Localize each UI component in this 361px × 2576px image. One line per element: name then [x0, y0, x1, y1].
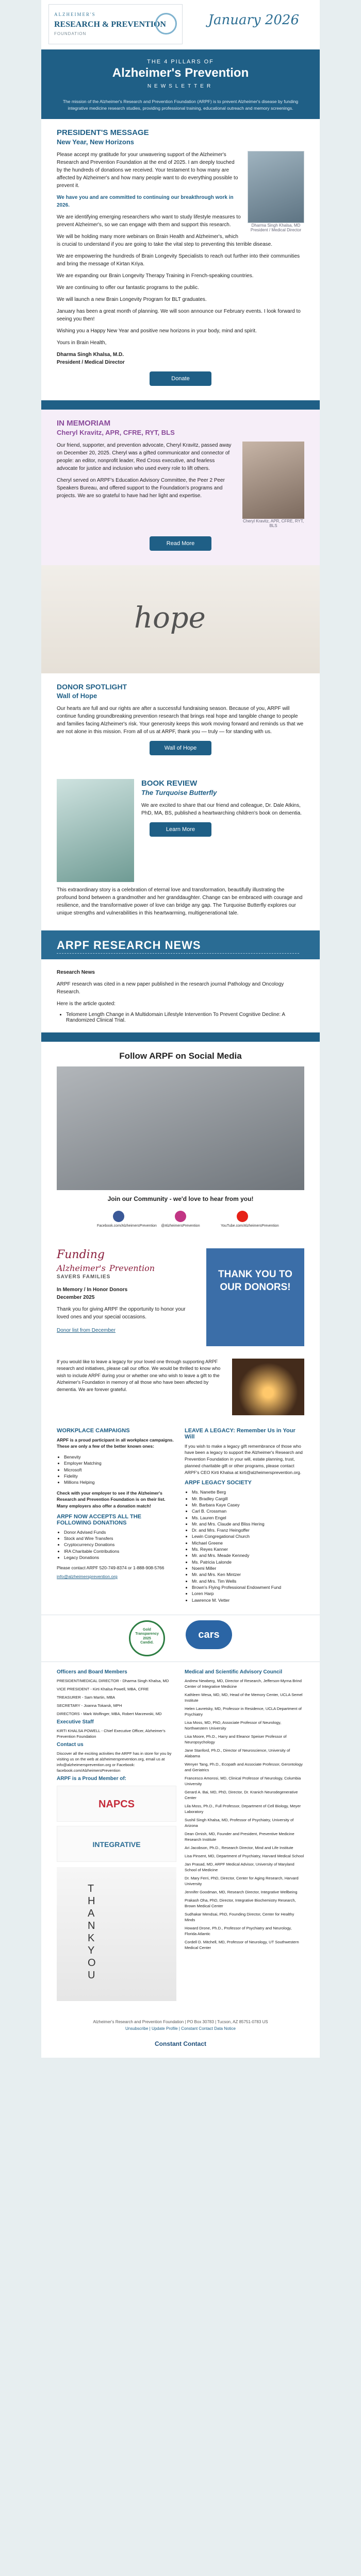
- officer-entry: TREASURER - Sam Martin, MBA: [57, 1694, 116, 1700]
- list-item: • Lawrence M. Vetter: [192, 1597, 304, 1603]
- divider-band: [41, 1032, 320, 1042]
- president-paragraph: We are identifying emerging researchers who want to study lifestyle measures to prevent Alzheimer's, so we can engage with them and support this research.: [57, 214, 241, 228]
- advisor-entry: Jan Prasad, MD, ARPF Medical Advisor, University of Maryland School of Medicine: [185, 1861, 294, 1872]
- advisor-entry: Jane Stanford, Ph.D., Director of Neuroscience, University of Alabama: [185, 1748, 290, 1758]
- advisor-entry: Wenyer Tang, Ph.D., Ecopath and Associate Professor, Gerontology and Geriatrics: [185, 1761, 303, 1772]
- banner-line-1: THE 4 PILLARS OF: [147, 59, 214, 65]
- candle-image: [232, 1359, 304, 1415]
- instagram-link[interactable]: [159, 1211, 202, 1228]
- newsletter-banner: [41, 49, 320, 94]
- advisor-entry: Jennifer Goodman, MD, Research Director, Integrative Wellbeing: [185, 1889, 298, 1894]
- youtube-label: YouTube.com/AlzheimersPrevention: [221, 1224, 279, 1228]
- workplace-paragraph: Check with your employer to see if the Alzheimer's Research and Prevention Foundation is on their list. Many employers also offer a donation match!: [57, 1490, 166, 1509]
- memoriam-photo-caption: Cheryl Kravitz, APR, CFRE, RYT, BLS: [242, 518, 304, 528]
- learn-more-button[interactable]: Learn More: [150, 822, 211, 837]
- youtube-link[interactable]: [221, 1211, 279, 1228]
- officer-entry: DIRECTORS - Mark Wolfinger, MBA, Robert Marzewski, MD: [57, 1711, 162, 1716]
- advisor-entry: Lisa Moss, MD, PhD, Associate Professor of Neurology, Northwestern University: [185, 1720, 282, 1731]
- list-item: • Michael Greene: [192, 1540, 304, 1546]
- cars-logo[interactable]: cars: [186, 1620, 232, 1649]
- memoriam-section: [41, 410, 320, 565]
- list-item: • Dr. and Mrs. Franz Heingoffer: [192, 1527, 304, 1533]
- president-section: [41, 119, 320, 400]
- contact-phone: Please contact ARPF 520-749-8374 or 1-888-908-5766: [57, 1565, 165, 1571]
- list-item: • Fidelity: [64, 1473, 176, 1479]
- president-paragraph: We have you and are committed to continuing our breakthrough work in 2026.: [57, 194, 234, 208]
- memoriam-paragraph: Our friend, supporter, and prevention advocate, Cheryl Kravitz, passed away on December 20, 2025. Cheryl was a gifted communicator and connector of people: an editor, nonprofit leader, Red Cross executive, and fearless advocate for justice and inclusion who used every role to lift others.: [57, 442, 232, 471]
- donor-list-link[interactable]: Donor list from December: [57, 1327, 116, 1333]
- thank-you-text: THANKYOU: [88, 1883, 97, 1981]
- advisor-entry: Andrew Newberg, MD, Director of Research, Jefferson-Myrna Brind Center of Integrative Medicine: [185, 1678, 302, 1689]
- logo[interactable]: [48, 4, 183, 44]
- list-item: • Brown's Flying Professional Endowment Fund: [192, 1584, 304, 1590]
- advisor-entry: Helen Lavretsky, MD, Professor in Residence, UCLA Department of Psychiatry: [185, 1706, 302, 1717]
- legacy-section: [41, 1353, 320, 1420]
- advisory-title: Medical and Scientific Advisory Council: [185, 1669, 283, 1675]
- memo-label: In Memory / In Honor Donors: [57, 1286, 128, 1293]
- advisor-entry: Lisa Moore, Ph.D., Harry and Eleanor Speiser Professor of Neuropsychology: [185, 1734, 287, 1744]
- officer-entry: SECRETARY - Joanna Tokarsk, MPH: [57, 1703, 122, 1708]
- facebook-icon: [113, 1211, 124, 1222]
- advisor-entry: Sudhakar Mendsai, PhD, Founding Director, Center for Healthy Minds: [185, 1911, 294, 1922]
- footer: [41, 2013, 320, 2037]
- advisor-entry: Lila Moss, Ph.D., Full Professor, Department of Cell Biology, Meyer Laboratory: [185, 1803, 301, 1814]
- book-cover: [57, 779, 134, 882]
- list-item: • Legacy Donations: [64, 1554, 176, 1561]
- hope-image: [41, 565, 320, 673]
- society-title: ARPF LEGACY SOCIETY: [185, 1480, 252, 1486]
- officer-entry: PRESIDENT/MEDICAL DIRECTOR - Dharma Singh Khalsa, MD: [57, 1678, 169, 1683]
- president-paragraph: We will launch a new Brain Longevity Program for BLT graduates.: [57, 296, 207, 302]
- list-item: • Ms. Nanette Berg: [192, 1489, 304, 1495]
- memo-date: December 2025: [57, 1294, 95, 1300]
- advisor-entry: Dean Ornish, MD, Founder and President, Preventive Medicine Research Institute: [185, 1831, 294, 1842]
- list-item: • Mr. Bradley Cargill: [192, 1496, 304, 1502]
- logo-line-1: ALZHEIMER'S: [54, 12, 96, 17]
- advisor-entry: Gerard A. Bai, MD, PhD, Director, Dr. Kranich Neurodegenerative Center: [185, 1789, 298, 1800]
- instagram-icon: [175, 1211, 186, 1222]
- social-title: Follow ARPF on Social Media: [119, 1050, 242, 1061]
- advisor-entry: Prakash Oha, PhD, Director, Integrative Biochemistry Research, Brown Medical Center: [185, 1897, 296, 1908]
- workplace-column: [57, 1428, 176, 1607]
- contact-text: Discover all the exciting activities the ARPF has in store for you by visiting us on the web at alzheimersprevention.org, email us at info@alzheimersprevention.org or Facebook: facebook.com/AlzheimersPrevention: [57, 1751, 172, 1773]
- seal-text: 2025: [143, 1636, 151, 1640]
- advisor-entry: Howard Drone, Ph.D., Professor of Psychiatry and Neurology, Florida Atlantic: [185, 1925, 292, 1936]
- book-paragraph: We are excited to share that our friend and colleague, Dr. Dale Atkins, PhD, MA, BS, published a heartwarching children's book on dementia.: [141, 802, 302, 816]
- instagram-label: @AlzheimersPrevention: [161, 1224, 200, 1228]
- youtube-icon: [237, 1211, 248, 1222]
- workplace-title: WORKPLACE CAMPAIGNS: [57, 1427, 130, 1434]
- legacy-column: [185, 1428, 304, 1607]
- list-item: • Loren Harp: [192, 1590, 304, 1597]
- list-item: • Employer Matching: [64, 1460, 176, 1466]
- memoriam-paragraph: Cheryl served on ARPF's Education Advisory Committee, the Peer 2 Peer Speakers Bureau, and offered support to the Foundation's programs and projects. We are so grateful to have had her light and expertise.: [57, 477, 225, 499]
- savers-section: [41, 1241, 320, 1353]
- brain-icon: [155, 13, 177, 35]
- list-item: • Stock and Wire Transfers: [64, 1535, 176, 1541]
- book-section: [41, 770, 320, 930]
- divider-band: [41, 400, 320, 410]
- header: [41, 0, 320, 49]
- president-title: PRESIDENT'S MESSAGE: [57, 128, 149, 137]
- list-item: • Mr. Barbara Kaye Casey: [192, 1502, 304, 1508]
- list-item: • Mr. and Mrs. Tim Wells: [192, 1578, 304, 1584]
- proud-title: ARPF is a Proud Member of:: [57, 1775, 127, 1782]
- logo-line-2: RESEARCH & PREVENTION: [54, 20, 166, 29]
- funding-logo-word: Funding: [57, 1248, 105, 1261]
- list-item: • Ms. Patricia Lalonde: [192, 1559, 304, 1565]
- president-photo: [248, 151, 304, 223]
- seal-text: Gold: [143, 1628, 151, 1632]
- officer-entry: VICE PRESIDENT - Kirti Khalsa Powell, MBA, CFRE: [57, 1686, 149, 1691]
- social-links: [41, 1208, 320, 1234]
- funding-logo-sub: SAVERS FAMILIES: [57, 1274, 111, 1280]
- thank-you-donors: THANK YOU TO OUR DONORS!: [206, 1248, 304, 1346]
- list-item: • Ms. Reyes Kanner: [192, 1546, 304, 1552]
- president-paragraph: We will be holding many more webinars on Brain Health and Alzheimer's, which is crucial to understand if you are going to take the vital step to preventing this terrible disease.: [57, 233, 273, 247]
- sponsor-logo: NAPCS: [57, 1786, 176, 1822]
- list-item: • Noemi Miller: [192, 1565, 304, 1571]
- memoriam-title: IN MEMORIAM: [57, 418, 111, 428]
- funding-logo-word: Alzheimer's: [57, 1263, 106, 1273]
- donor-subtitle: Wall of Hope: [57, 691, 97, 700]
- thank-you-image: [57, 1867, 176, 2001]
- research-section: [41, 959, 320, 1032]
- list-item: • Millions Helping: [64, 1479, 176, 1485]
- footer-address: Alzheimer's Research and Prevention Foundation | PO Box 30783 | Tucson, AZ 85751-0783 US: [93, 2019, 268, 2024]
- hope-word: hope: [134, 601, 206, 635]
- research-banner: [41, 930, 320, 959]
- legacy-col-title: LEAVE A LEGACY: Remember Us in Your Will: [185, 1427, 296, 1440]
- candid-seal[interactable]: [129, 1620, 165, 1656]
- list-item: • Microsoft: [64, 1467, 176, 1473]
- advisor-entry: Dr. Mary Ferri, PhD, Director, Center for Aging Research, Harvard University: [185, 1875, 299, 1886]
- list-item: • Carl B. Crossman: [192, 1508, 304, 1514]
- advisor-entry: Ari Jacobson, Ph.D., Research Director, Mind and Life Institute: [185, 1845, 293, 1850]
- wall-of-hope-button[interactable]: Wall of Hope: [150, 741, 211, 755]
- list-item: • Cryptocurrency Donations: [64, 1541, 176, 1548]
- list-item: • IRA Charitable Contributions: [64, 1548, 176, 1554]
- social-photo: [57, 1066, 304, 1190]
- president-photo-caption: Dharma Singh Khalsa, MD President / Medical Director: [250, 223, 302, 232]
- contact-email-link[interactable]: info@alzheimersprevention.org: [57, 1574, 118, 1580]
- list-item: • Ms. Lauren Engel: [192, 1515, 304, 1521]
- research-item: • Telomere Length Change in A Multidomain Lifestyle Intervention To Prevent Cognitive Decline: A Randomized Clinical Trial.: [66, 1012, 304, 1023]
- social-cta: Join our Community - we'd love to hear from you!: [107, 1195, 254, 1202]
- donor-section: [41, 673, 320, 770]
- advisor-entry: Cordell D. Mitchell, MD, Professor of Neurology, UT Southwestern Medical Center: [185, 1939, 299, 1950]
- research-paragraph: Here is the article quoted:: [57, 1001, 116, 1007]
- accepts-title: ARPF NOW ACCEPTS ALL THE FOLLOWING DONATIONS: [57, 1513, 141, 1526]
- list-item: • Mr. and Mrs. Meade Kennedy: [192, 1552, 304, 1558]
- issue-date: January 2026: [208, 12, 299, 28]
- advisor-entry: Sushil Singh Khalsa, MD, Professor of Psychiatry, University of Arizona: [185, 1817, 294, 1828]
- research-divider: [57, 953, 299, 954]
- legacy-paragraph: If you would like to leave a legacy for your loved one through supporting ARPF research and initiatives, please call our office. We would be thrilled to know who wish to include ARPF during your or whether one who wish to leave a gift to the Alzheimer's Foundation in memory of all those who have been affected by dementia. We are forever grateful.: [57, 1359, 221, 1392]
- seal-text: Transparency: [135, 1632, 159, 1636]
- footer-links[interactable]: Unsubscribe | Update Profile | Constant Contact Data Notice: [125, 2026, 236, 2031]
- officers-list: [57, 1678, 176, 1717]
- memoriam-subtitle: Cheryl Kravitz, APR, CFRE, RYT, BLS: [57, 428, 175, 436]
- funding-logo: [57, 1248, 199, 1274]
- president-paragraph: We are continuing to offer our fantastic programs to the public.: [57, 284, 199, 291]
- banner-title: Alzheimer's Prevention: [112, 66, 249, 80]
- mission-statement: The mission of the Alzheimer's Research and Prevention Foundation (ARPF) is to prevent Alzheimer's disease by funding integrative medicine research studies, providing professional training, educational outreach and memory screenings.: [41, 94, 320, 119]
- officers-column: [57, 1669, 176, 2006]
- legacy-col-paragraph: If you wish to make a legacy gift remembrance of those who have been a legacy to support the Alzheimer's Research and Prevention Foundation in your will, estate planning, trust, planned charitable gift or other programs, please contact ARPF's CEO Kirti Khalsa at kirti@alzheimersprevention.org.: [185, 1443, 303, 1475]
- advisory-column: [185, 1669, 304, 2006]
- donor-title: DONOR SPOTLIGHT: [57, 682, 127, 691]
- list-item: • Mr. and Mrs. Claude and Bliss Hering: [192, 1521, 304, 1527]
- book-subtitle: The Turquoise Butterfly: [141, 788, 217, 796]
- facebook-link[interactable]: [97, 1211, 157, 1228]
- book-title: BOOK REVIEW: [141, 778, 198, 788]
- advisor-entry: Kathleen Wesa, MD, MD, Head of the Memory Center, UCLA Semel Institute: [185, 1692, 303, 1703]
- president-paragraph: January has been a great month of planning. We will soon announce our February events. I look forward to seeing you then!: [57, 308, 301, 322]
- read-more-button[interactable]: Read More: [150, 536, 211, 551]
- signature-role: President / Medical Director: [57, 359, 125, 365]
- giving-columns: [41, 1420, 320, 1615]
- constant-contact-logo[interactable]: Constant Contact: [155, 2040, 206, 2047]
- advisory-list: [185, 1678, 304, 1951]
- book-paragraph: This extraordinary story is a celebration of eternal love and transformation, beautifully illustrating the profound bond between a grandmother and her granddaughter. Change can be embraced with courage and resilience, and the transformative power of love can bridge any gap. The Turquoise Butterfly explores our unique strengths and vulnerabilities in this heartwarming, multigenerational tale.: [57, 887, 303, 916]
- workplace-paragraph: ARPF is a proud participant in all workplace campaigns. These are only a few of the better known ones:: [57, 1437, 174, 1449]
- donor-paragraph: Our hearts are full and our rights are after a successful fundraising season. Because of you, ARPF will continue funding groundbreaking prevention research that brings real hope and tangible change to people and families facing Alzheimer's risk. Your generosity keeps this work moving forward and reminds us that we are not alone in this mission. From all of us at ARPF, thank you — truly — for standing with us.: [57, 705, 304, 735]
- research-label: Research News: [57, 969, 95, 975]
- exec-text: KIRTI KHALSA POWELL - Chief Executive Officer, Alzheimer's Prevention Foundation: [57, 1728, 166, 1739]
- banner-line-3: NEWSLETTER: [147, 83, 214, 89]
- signature-name: Dharma Singh Khalsa, M.D.: [57, 351, 124, 358]
- savers-left: [57, 1248, 199, 1346]
- list-item: • Benevity: [64, 1454, 176, 1460]
- seal-text: Candid.: [140, 1641, 154, 1645]
- funding-logo-word: Prevention: [109, 1263, 155, 1273]
- advisor-entry: Lisa Pinsent, MD, Department of Psychiatry, Harvard Medical School: [185, 1853, 304, 1858]
- officers-title: Officers and Board Members: [57, 1669, 127, 1675]
- workplace-list: [57, 1454, 176, 1486]
- exec-title: Executive Staff: [57, 1719, 94, 1725]
- research-paragraph: ARPF research was cited in a new paper published in the research journal Pathology and Oncology Research.: [57, 981, 284, 995]
- signature-greeting: Yours in Brain Health,: [57, 340, 107, 346]
- advisor-entry: Francesco Amorosi, MD, Clinical Professor of Neurology, Columbia University: [185, 1775, 301, 1786]
- donate-button[interactable]: Donate: [150, 371, 211, 386]
- memo-text: Thank you for giving ARPF the opportunity to honor your loved ones and your special occasions.: [57, 1306, 186, 1320]
- president-paragraph: We are empowering the hundreds of Brain Longevity Specialists to reach out further into their communities and bring the message of Kirtan Kriya.: [57, 253, 300, 267]
- contact-title: Contact us: [57, 1741, 84, 1748]
- president-paragraph: We are expanding our Brain Longevity Therapy Training in French-speaking countries.: [57, 273, 254, 279]
- facebook-label: Facebook.com/AlzheimersPrevention: [97, 1224, 157, 1228]
- badges-row: [41, 1615, 320, 1662]
- list-item: • Donor Advised Funds: [64, 1529, 176, 1535]
- society-list: [185, 1489, 304, 1603]
- list-item: • Lewin Congregational Church: [192, 1533, 304, 1539]
- research-title: ARPF RESEARCH NEWS: [57, 938, 201, 952]
- logo-line-3: FOUNDATION: [54, 31, 87, 36]
- president-paragraph: Wishing you a Happy New Year and positive new horizons in your body, mind and spirit.: [57, 328, 257, 334]
- list-item: • Mr. and Mrs. Ken Mintzer: [192, 1571, 304, 1578]
- accepts-list: [57, 1529, 176, 1561]
- newsletter: [41, 0, 320, 2058]
- memoriam-photo: [242, 442, 304, 519]
- president-paragraph: Please accept my gratitude for your unwavering support of the Alzheimer's Research and Prevention Foundation at the end of 2025. I am deeply touched by the hundreds of donations we received. Your testament to how many are affected by Alzheimer's and how many people want to do everything possible to prevent it.: [57, 151, 238, 189]
- social-section: [41, 1042, 320, 1241]
- president-subtitle: New Year, New Horizons: [57, 138, 135, 146]
- board-columns: [41, 1662, 320, 2013]
- sponsor-logo: INTEGRATIVE: [57, 1826, 176, 1862]
